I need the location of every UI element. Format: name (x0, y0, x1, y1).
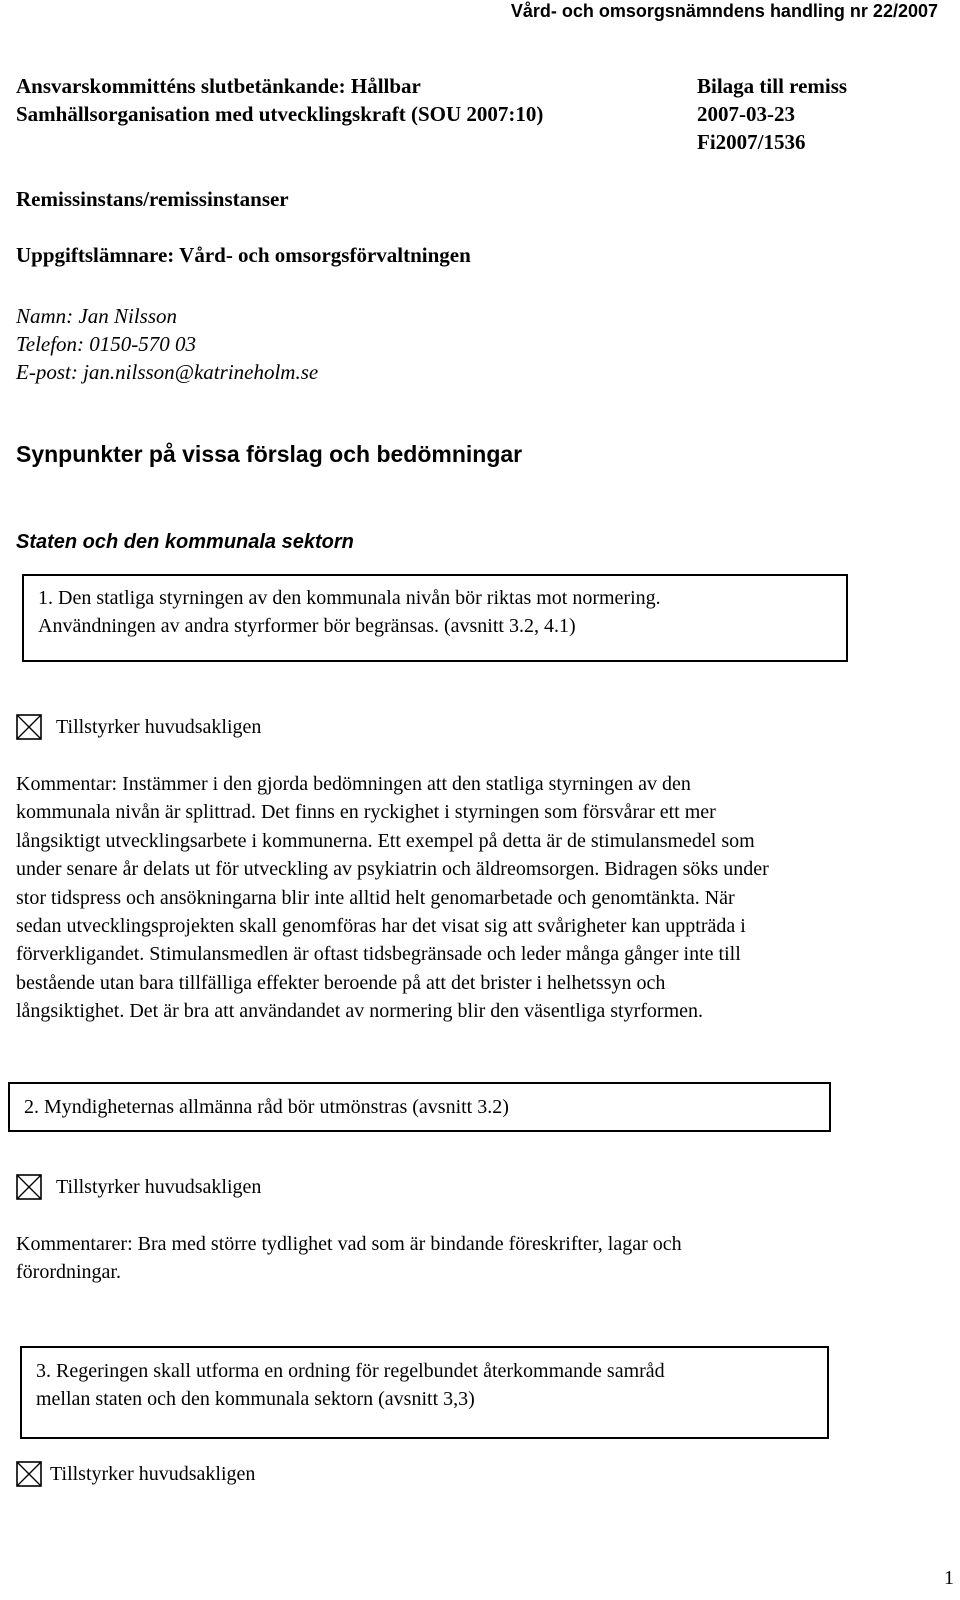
contact-phone: Telefon: 0150-570 03 (16, 332, 197, 356)
support-checkbox-row-3[interactable] (16, 1461, 255, 1487)
comment-2 (16, 1230, 876, 1287)
page-number: 1 (944, 1567, 954, 1589)
comment-line: bestående utan bara tillfälliga effekter beroende på att det brister i helhetssyn och (16, 971, 666, 994)
page-header-title: Vård- och omsorgsnämndens handling nr 22/2007 (510, 1, 938, 21)
comment-line: långsiktighet. Det är bra att användandet av normering blir den väsentliga styrformen. (16, 1000, 704, 1023)
proposal-box-2 (8, 1082, 831, 1132)
checked-checkbox-icon[interactable] (16, 1461, 42, 1487)
comment-line: förordningar. (16, 1261, 121, 1284)
checked-checkbox-icon[interactable] (16, 714, 42, 740)
proposal-box-1 (22, 574, 848, 662)
document-title (16, 72, 543, 128)
comment-line: sedan utvecklingsprojekten skall genomföras har det visat sig att svårigheter kan uppträda i (16, 915, 746, 938)
comment-1 (16, 770, 946, 1026)
comment-line: Kommentarer: Bra med större tydlighet vad som är bindande föreskrifter, lagar och (16, 1233, 682, 1255)
document-meta (697, 72, 847, 156)
contact-block (16, 302, 318, 386)
checkbox-label: Tillstyrker huvudsakligen (50, 1462, 256, 1485)
contact-email: E-post: jan.nilsson@katrineholm.se (16, 360, 319, 384)
comment-line: Kommentar: Instämmer i den gjorda bedömningen att den statliga styrningen av den (16, 773, 691, 795)
document-reference: Fi2007/1536 (697, 130, 806, 154)
support-checkbox-row-2[interactable] (16, 1174, 261, 1200)
comment-line: under senare år delats ut för utveckling av psykiatrin och äldreomsorgen. Bidragen söks under (16, 858, 769, 881)
checkbox-label: Tillstyrker huvudsakligen (56, 715, 262, 738)
contact-name: Namn: Jan Nilsson (16, 304, 178, 328)
sub-heading: Staten och den kommunala sektorn (16, 531, 354, 553)
remiss-heading: Remissinstans/remissinstanser (16, 187, 289, 211)
checked-checkbox-icon[interactable] (16, 1174, 42, 1200)
provider-line: Uppgiftslämnare: Vård- och omsorgsförvaltningen (16, 243, 471, 267)
comment-line: kommunala nivån är splittrad. Det finns en ryckighet i styrningen som försvårar ett mer (16, 801, 716, 824)
proposal-text-line: 2. Myndigheternas allmänna råd bör utmönstras (avsnitt 3.2) (24, 1096, 509, 1118)
attachment-label: Bilaga till remiss (697, 74, 848, 98)
proposal-text-line: 3. Regeringen skall utforma en ordning för regelbundet återkommande samråd (36, 1360, 665, 1382)
section-heading: Synpunkter på vissa förslag och bedömningar (16, 441, 523, 467)
comment-line: stor tidspress och ansökningarna blir inte alltid helt genomarbetade och genomtänkta. När (16, 886, 735, 909)
document-title-line: Ansvarskommitténs slutbetänkande: Hållbar (16, 74, 421, 98)
proposal-text-line: Användningen av andra styrformer bör begränsas. (avsnitt 3.2, 4.1) (38, 615, 576, 637)
proposal-box-3 (20, 1346, 829, 1439)
checkbox-label: Tillstyrker huvudsakligen (56, 1175, 262, 1198)
proposal-text-line: 1. Den statliga styrningen av den kommunala nivån bör riktas mot normering. (38, 587, 661, 609)
document-title-line: Samhällsorganisation med utvecklingskraft (SOU 2007:10) (16, 102, 544, 126)
support-checkbox-row-1[interactable] (16, 714, 261, 740)
proposal-text-line: mellan staten och den kommunala sektorn (avsnitt 3,3) (36, 1388, 475, 1410)
document-date: 2007-03-23 (697, 102, 795, 126)
comment-line: långsiktigt utvecklingsarbete i kommunerna. Ett exempel på detta är de stimulansmedel som (16, 829, 755, 852)
comment-line: förverkligandet. Stimulansmedlen är oftast tidsbegränsade och leder många gånger inte till (16, 943, 741, 966)
